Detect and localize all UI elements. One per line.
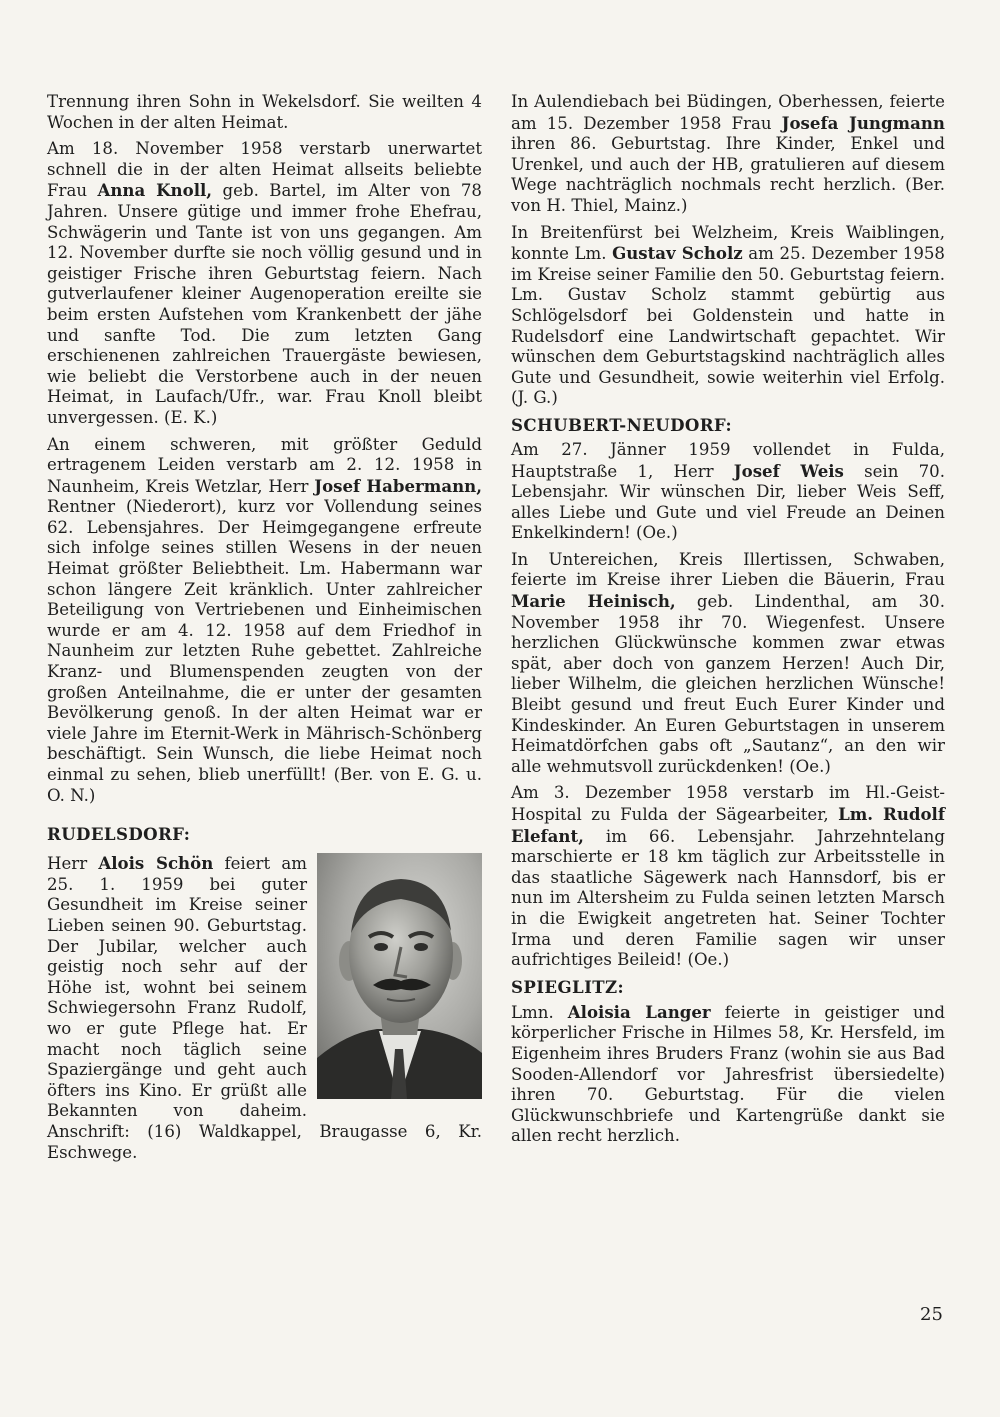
text-segment: In Aulendiebach bei Büdingen, Oberhessen, feierte am 15. Dezember 1958 Frau [511, 92, 945, 133]
paragraph-josef-weis [511, 440, 945, 544]
paragraph-josef-habermann [47, 435, 482, 807]
right-column [511, 92, 945, 1153]
text-segment: Am 18. November 1958 verstarb unerwartet schnell die in der alten Heimat allseits beliebte Frau [47, 139, 482, 201]
text-segment: Lmn. [511, 1002, 568, 1022]
section-heading-spieglitz: SPIEGLITZ: [511, 976, 625, 997]
text-segment: sein 70. Lebensjahr. Wir wünschen Dir, lieber Weis Seff, alles Liebe und Gute und viel Freude an Deinen Enkelkindern! (Oe.) [511, 461, 945, 543]
paragraph-anna-knoll [47, 139, 482, 428]
person-name: Josefa Jungmann [781, 112, 945, 133]
text-segment: Am 3. Dezember 1958 verstarb im Hl.-Geist-Hospital zu Fulda der Sägearbeiter, [511, 783, 945, 824]
text-segment: feiert am 25. 1. 1959 bei guter Gesundheit im Kreise seiner Lieben seinen 90. Geburtstag. Der Jubilar, welcher auch geistig noch sehr auf der Höhe ist, wohnt bei seinem Schwiegersohn Franz Rudolf, wo er gute Pflege hat. Er macht noch täglich seine Spaziergänge und geht auch öfters ins Kino. Er grüßt alle Bekannten von daheim. Anschrift: (16) Waldkappel, Braugasse 6, Kr. Eschwege. [47, 854, 482, 1162]
person-name: Josef Weis [733, 460, 844, 481]
text-segment: An einem schweren, mit größter Geduld ertragenem Leiden verstarb am 2. 12. 1958 in Naunheim, Kreis Wetzlar, Herr [47, 434, 482, 496]
text-segment: geb. Bartel, im Alter von 78 Jahren. Unsere gütige und immer frohe Ehefrau, Schwägerin und Tante ist von uns gegangen. Am 12. November durfte sie noch völlig gesund und in geistiger Frische ihren Geburtstag feiern. Nach gutverlaufener kleiner Augenoperation ereilte sie beim ersten Aufstehen vom Krankenbett der jähe und sanfte Tod. Die zum letzten Gang erschienenen zahlreichen Trauergäste bewiesen, wie beliebt die Verstorbene auch in der neuen Heimat, in Laufach/Ufr., war. Frau Knoll bleibt unvergessen. (E. K.) [47, 181, 482, 427]
paragraph-gustav-scholz [511, 223, 945, 409]
text-segment: Rentner (Niederort), kurz vor Vollendung seines 62. Lebensjahres. Der Heimgegangene erfreute sich infolge seines stillen Wesens in der neuen Heimat größter Beliebtheit. Lm. Habermann war schon längere Zeit kränklich. Unter zahlreicher Beteiligung von Vertriebenen und Einheimischen wurde er am 4. 12. 1958 auf dem Friedhof in Naunheim zur letzten Ruhe gebettet. Zahlreiche Kranz- und Blumenspenden zeugten von der großen Anteilnahme, die er unter der gesamten Bevölkerung genoß. In der alten Heimat war er viele Jahre im Eternit-Werk in Mährisch-Schönberg beschäftigt. Sein Wunsch, die liebe Heimat noch einmal zu sehen, blieb unerfüllt! (Ber. von E. G. u. O. N.) [47, 497, 482, 805]
text-segment: In Breitenfürst bei Welzheim, Kreis Waiblingen, konnte Lm. [511, 222, 945, 264]
paragraph-rudolf-elefant [511, 783, 945, 970]
person-name: Aloisia Langer [567, 1001, 711, 1022]
person-name: Alois Schön [98, 853, 214, 874]
portrait-photo [317, 853, 482, 1099]
text-segment: feierte in geistiger und körperlicher Frische in Hilmes 58, Kr. Hersfeld, im Eigenheim ihres Bruders Franz (wohin sie aus Bad Sooden-Allendorf vor Jahresfrist übersiedelte) ihren 70. Geburtstag. Für die vielen Glückwunschbriefe und Kartengrüße dankt sie allen recht herzlich. [511, 1002, 945, 1146]
section-heading-schubert-neudorf: SCHUBERT-NEUDORF: [511, 414, 733, 435]
left-column [47, 92, 482, 1169]
person-name: Gustav Scholz [612, 243, 743, 264]
person-name: Anna Knoll, [97, 180, 213, 201]
text-segment: am 25. Dezember 1958 im Kreise seiner Familie den 50. Geburtstag feiern. Lm. Gustav Scholz stammt gebürtig aus Schlögelsdorf bei Goldenstein und hatte in Rudelsdorf eine Landwirtschaft gepachtet. Wir wünschen dem Geburtstagskind nachträglich alles Gute und Gesundheit, sowie weiterhin viel Erfolg. (J. G.) [511, 244, 945, 408]
text-segment: In Untereichen, Kreis Illertissen, Schwaben, feierte im Kreise ihrer Lieben die Bäuerin, Frau [511, 549, 945, 590]
paragraph-aloisia-langer [511, 1002, 945, 1147]
text-segment: geb. Lindenthal, am 30. November 1958 ihr 70. Wiegenfest. Unsere herzlichen Glückwünsche kommen zwar etwas spät, aber doch von ganzem Herzen! Auch Dir, lieber Wilhelm, die gleichen herzlichen Wünsche! Bleibt gesund und freut Euch Eurer Kinder und Kindeskinder. An Euren Geburtstagen in unserem Heimatdörfchen gabs oft „Sautanz“, an den wir alle wehmutsvoll zurückdenken! (Oe.) [511, 592, 945, 776]
person-name: Marie Heinisch, [511, 591, 676, 612]
text-segment: Herr [47, 854, 99, 874]
page-number: 25 [920, 1304, 943, 1325]
text-segment: ihren 86. Geburtstag. Ihre Kinder, Enkel und Urenkel, und auch der HB, gratulieren auf diesem Wege nachträglich nochmals recht herzlich. (Ber. von H. Thiel, Mainz.) [511, 134, 945, 215]
section-heading-rudelsdorf: RUDELSDORF: [47, 824, 191, 845]
person-name: Lm. Rudolf Elefant, [511, 804, 945, 846]
paragraph-trennung: Trennung ihren Sohn in Wekelsdorf. Sie weilten 4 Wochen in der alten Heimat. [47, 92, 482, 132]
text-segment: im 66. Lebensjahr. Jahrzehntelang marschierte er 18 km täglich zur Arbeitsstelle in das staatliche Sägewerk nach Hannsdorf, bis er nun im Altersheim zu Fulda seinen letzten Marsch in die Ewigkeit angetreten hat. Seiner Tochter Irma und deren Familie sagen wir unser aufrichtiges Beileid! (Oe.) [511, 826, 945, 970]
portrait-photo-image [317, 853, 482, 1099]
paragraph-marie-heinisch [511, 550, 945, 778]
text-segment: Am 27. Jänner 1959 vollendet in Fulda, Hauptstraße 1, Herr [511, 439, 945, 481]
person-name: Josef Habermann, [314, 475, 482, 496]
paragraph-josefa-jungmann [511, 92, 945, 217]
